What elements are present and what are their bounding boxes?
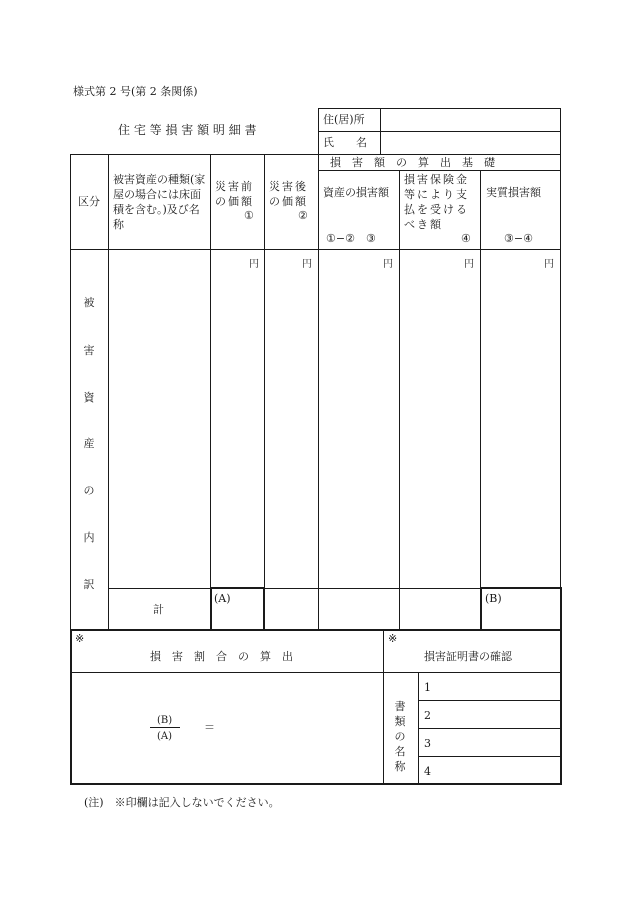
cert-row-number: 3 — [424, 737, 431, 750]
side-label-char: 被 — [83, 296, 95, 309]
cert-row-line-3 — [418, 756, 561, 757]
yen-actual: 円 — [544, 259, 554, 270]
yen-after: 円 — [302, 259, 312, 270]
asset-type-entry[interactable] — [110, 252, 208, 586]
mark-b: (B) — [485, 592, 502, 605]
col-header-asset-damage-formula: ①−② ③ — [326, 232, 376, 245]
applicant-box-right — [560, 108, 561, 154]
col-header-after-value: 災害後の価額 — [269, 180, 308, 208]
applicant-box-divider — [380, 108, 381, 154]
ratio-result-field[interactable] — [222, 712, 372, 742]
basis-header-line — [318, 170, 561, 171]
ratio-asterisk: ※ — [75, 632, 85, 645]
applicant-box-top — [318, 108, 561, 109]
address-label: 住(居)所 — [323, 113, 365, 126]
col-line-5 — [399, 170, 400, 630]
fraction-bar — [150, 727, 180, 728]
after-value-entry[interactable] — [266, 268, 316, 586]
before-value-entry[interactable] — [212, 268, 262, 586]
cert-asterisk: ※ — [388, 632, 398, 645]
col-header-insurance-num: ④ — [461, 232, 471, 245]
ratio-denominator: (A) — [157, 731, 173, 742]
cert-title: 損害証明書の確認 — [424, 650, 512, 663]
col-header-before-value: 災害前の価額 — [215, 180, 254, 208]
box-b-right — [560, 587, 562, 630]
cert-row-field-3[interactable] — [438, 730, 558, 755]
footer-note: (注) ※印欄は記入しないでください。 — [84, 796, 280, 809]
table-bottom-border — [70, 629, 562, 631]
side-label-char: の — [83, 484, 95, 497]
document-title: 住 宅 等 損 害 額 明 細 書 — [118, 123, 257, 137]
cert-row-field-4[interactable] — [438, 758, 558, 782]
cert-row-line-1 — [418, 700, 561, 701]
col-header-kubun: 区分 — [78, 195, 100, 208]
lower-left-border — [70, 629, 72, 784]
yen-before: 円 — [249, 259, 259, 270]
side-label-char: 訳 — [83, 578, 95, 591]
col-line-1 — [108, 154, 109, 630]
ratio-numerator: (B) — [157, 715, 173, 726]
cert-row-field-1[interactable] — [438, 675, 558, 699]
col-header-asset-type: 被害資産の種類(家屋の場合には床面積を含む。)及び名称 — [113, 173, 206, 231]
doc-label-char: 名 — [394, 745, 406, 758]
box-a-right — [263, 587, 265, 630]
lower-header-line — [70, 672, 561, 673]
box-b-top — [480, 587, 562, 589]
actual-damage-entry[interactable] — [482, 268, 558, 586]
box-b-left — [480, 587, 482, 630]
col-line-4 — [318, 154, 319, 630]
col-header-actual-damage: 実質損害額 — [486, 186, 541, 199]
insurance-entry[interactable] — [401, 268, 478, 586]
total-a-field[interactable] — [213, 608, 262, 628]
cert-row-field-2[interactable] — [438, 702, 558, 727]
cert-row-line-2 — [418, 728, 561, 729]
mark-a: (A) — [214, 592, 231, 605]
ratio-title: 損 害 割 合 の 算 出 — [150, 650, 293, 663]
col-line-3 — [264, 154, 265, 630]
total-b-field[interactable] — [483, 608, 559, 628]
col-header-asset-damage: 資産の損害額 — [323, 186, 389, 199]
side-label-char: 産 — [83, 437, 95, 450]
yen-asset-damage: 円 — [383, 259, 393, 270]
col-line-right — [560, 154, 561, 630]
col-line-2 — [210, 154, 211, 630]
doc-label-char: 類 — [394, 715, 406, 728]
yen-insurance: 円 — [464, 259, 474, 270]
applicant-box-left — [318, 108, 319, 154]
cert-row-number: 4 — [424, 765, 431, 778]
col-header-insurance: 損害保険金等により支払を受けるべき額 — [404, 173, 469, 231]
name-field[interactable] — [382, 133, 559, 153]
ratio-equals: ＝ — [204, 721, 215, 734]
col-header-actual-damage-formula: ③−④ — [504, 232, 533, 245]
address-field[interactable] — [382, 110, 559, 130]
lower-right-border — [560, 629, 562, 784]
doc-label-char: の — [394, 730, 406, 743]
total-label: 計 — [153, 603, 164, 616]
col-line-6 — [480, 170, 481, 630]
cert-row-number: 1 — [424, 681, 431, 694]
table-top-border — [70, 154, 561, 155]
box-a-top — [210, 587, 265, 589]
asset-damage-entry[interactable] — [320, 268, 397, 586]
name-label: 氏 名 — [323, 136, 367, 149]
cert-row-number: 2 — [424, 709, 431, 722]
col-header-after-num: ② — [298, 209, 308, 222]
doc-label-char: 書 — [394, 700, 406, 713]
box-a-left — [210, 587, 212, 630]
side-label-char: 内 — [83, 531, 95, 544]
basis-header: 損 害 額 の 算 出 基 礎 — [330, 156, 495, 169]
side-label-char: 資 — [83, 391, 95, 404]
doc-label-char: 称 — [394, 760, 406, 773]
header-bottom-line — [70, 249, 561, 250]
lower-divider — [383, 630, 384, 784]
applicant-box-mid — [318, 131, 561, 132]
side-label-char: 害 — [83, 344, 95, 357]
form-label: 様式第 2 号(第 2 条関係) — [73, 85, 198, 98]
lower-bottom-border — [70, 783, 562, 785]
col-header-before-num: ① — [244, 209, 254, 222]
col-line-left — [70, 154, 71, 630]
